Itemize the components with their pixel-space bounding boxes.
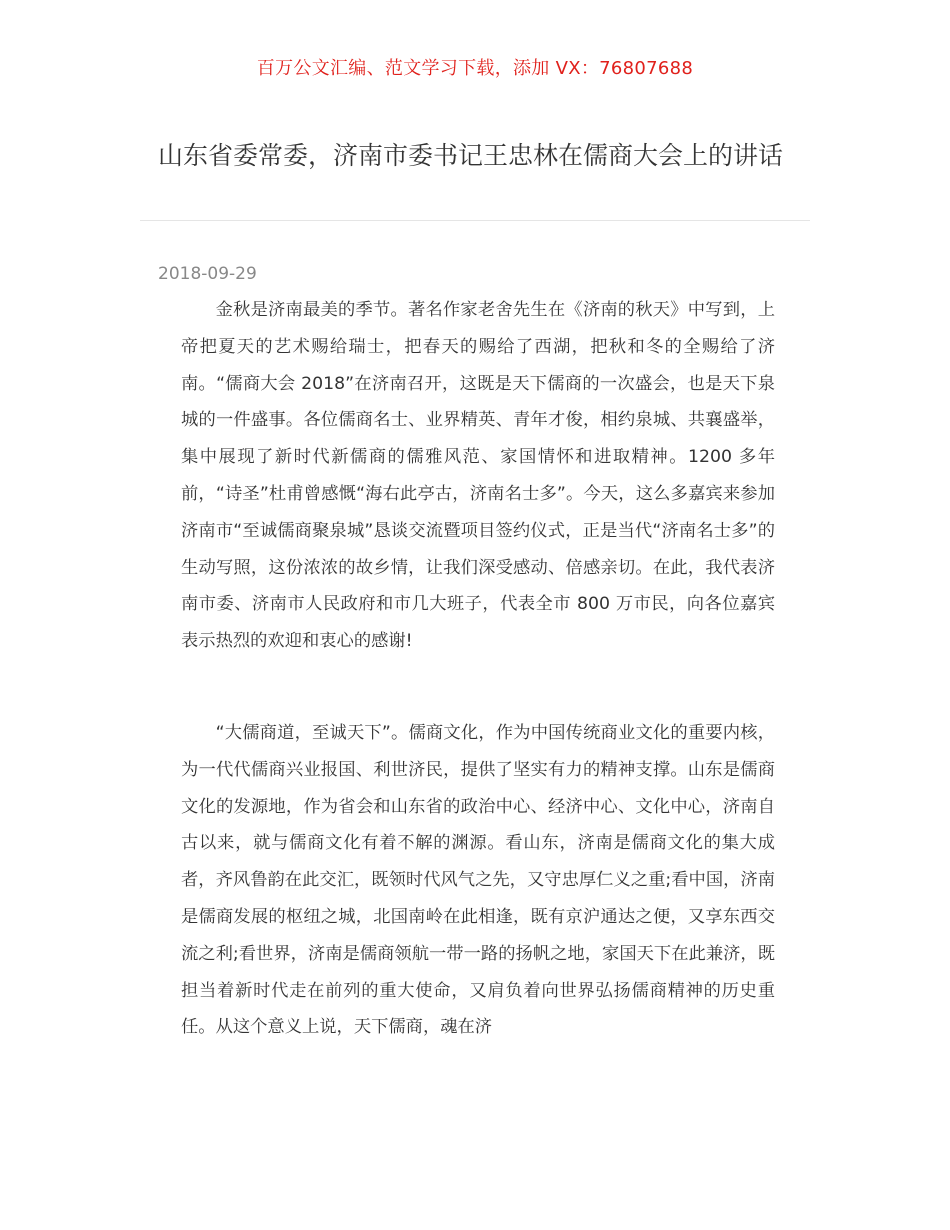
title-divider — [140, 220, 810, 221]
download-banner: 百万公文汇编、范文学习下载，添加 VX：76807688 — [256, 58, 694, 79]
paragraph-2: “大儒商道，至诚天下”。儒商文化，作为中国传统商业文化的重要内核，为一代代儒商兴业报国、利世济民，提供了坚实有力的精神支撑。山东是儒商文化的发源地，作为省会和山东省的政治中心、经济中心、文化中心，济南自古以来，就与儒商文化有着不解的渊源。看山东，济南是儒商文化的集大成者，齐风鲁韵在此交汇，既领时代风气之先，又守忠厚仁义之重;看中国，济南是儒商发展的枢纽之城，北国南岭在此相逢，既有京沪通达之便，又享东西交流之利;看世界，济南是儒商领航一带一路的扬帆之地，家国天下在此兼济，既担当着新时代走在前列的重大使命，又肩负着向世界弘扬儒商精神的历史重任。从这个意义上说，天下儒商，魂在济 — [181, 722, 775, 1038]
publish-date: 2018-09-29 — [158, 264, 257, 284]
article-body — [181, 292, 775, 1046]
article-title: 山东省委常委，济南市委书记王忠林在儒商大会上的讲话 — [158, 141, 784, 170]
paragraph-1: 金秋是济南最美的季节。著名作家老舍先生在《济南的秋天》中写到，上帝把夏天的艺术赐给瑞士，把春天的赐给了西湖，把秋和冬的全赐给了济南。“儒商大会 2018”在济南召开，这既是天下儒商的一次盛会，也是天下泉城的一件盛事。各位儒商名士、业界精英、青年才俊，相约泉城、共襄盛举，集中展现了新时代新儒商的儒雅风范、家国情怀和进取精神。1200 多年前，“诗圣”杜甫曾感慨“海右此亭古，济南名士多”。今天，这么多嘉宾来参加济南市“至诚儒商聚泉城”恳谈交流暨项目签约仪式，正是当代“济南名士多”的生动写照，这份浓浓的故乡情，让我们深受感动、倍感亲切。在此，我代表济南市委、济南市人民政府和市几大班子，代表全市 800 万市民，向各位嘉宾表示热烈的欢迎和衷心的感谢! — [181, 300, 775, 652]
